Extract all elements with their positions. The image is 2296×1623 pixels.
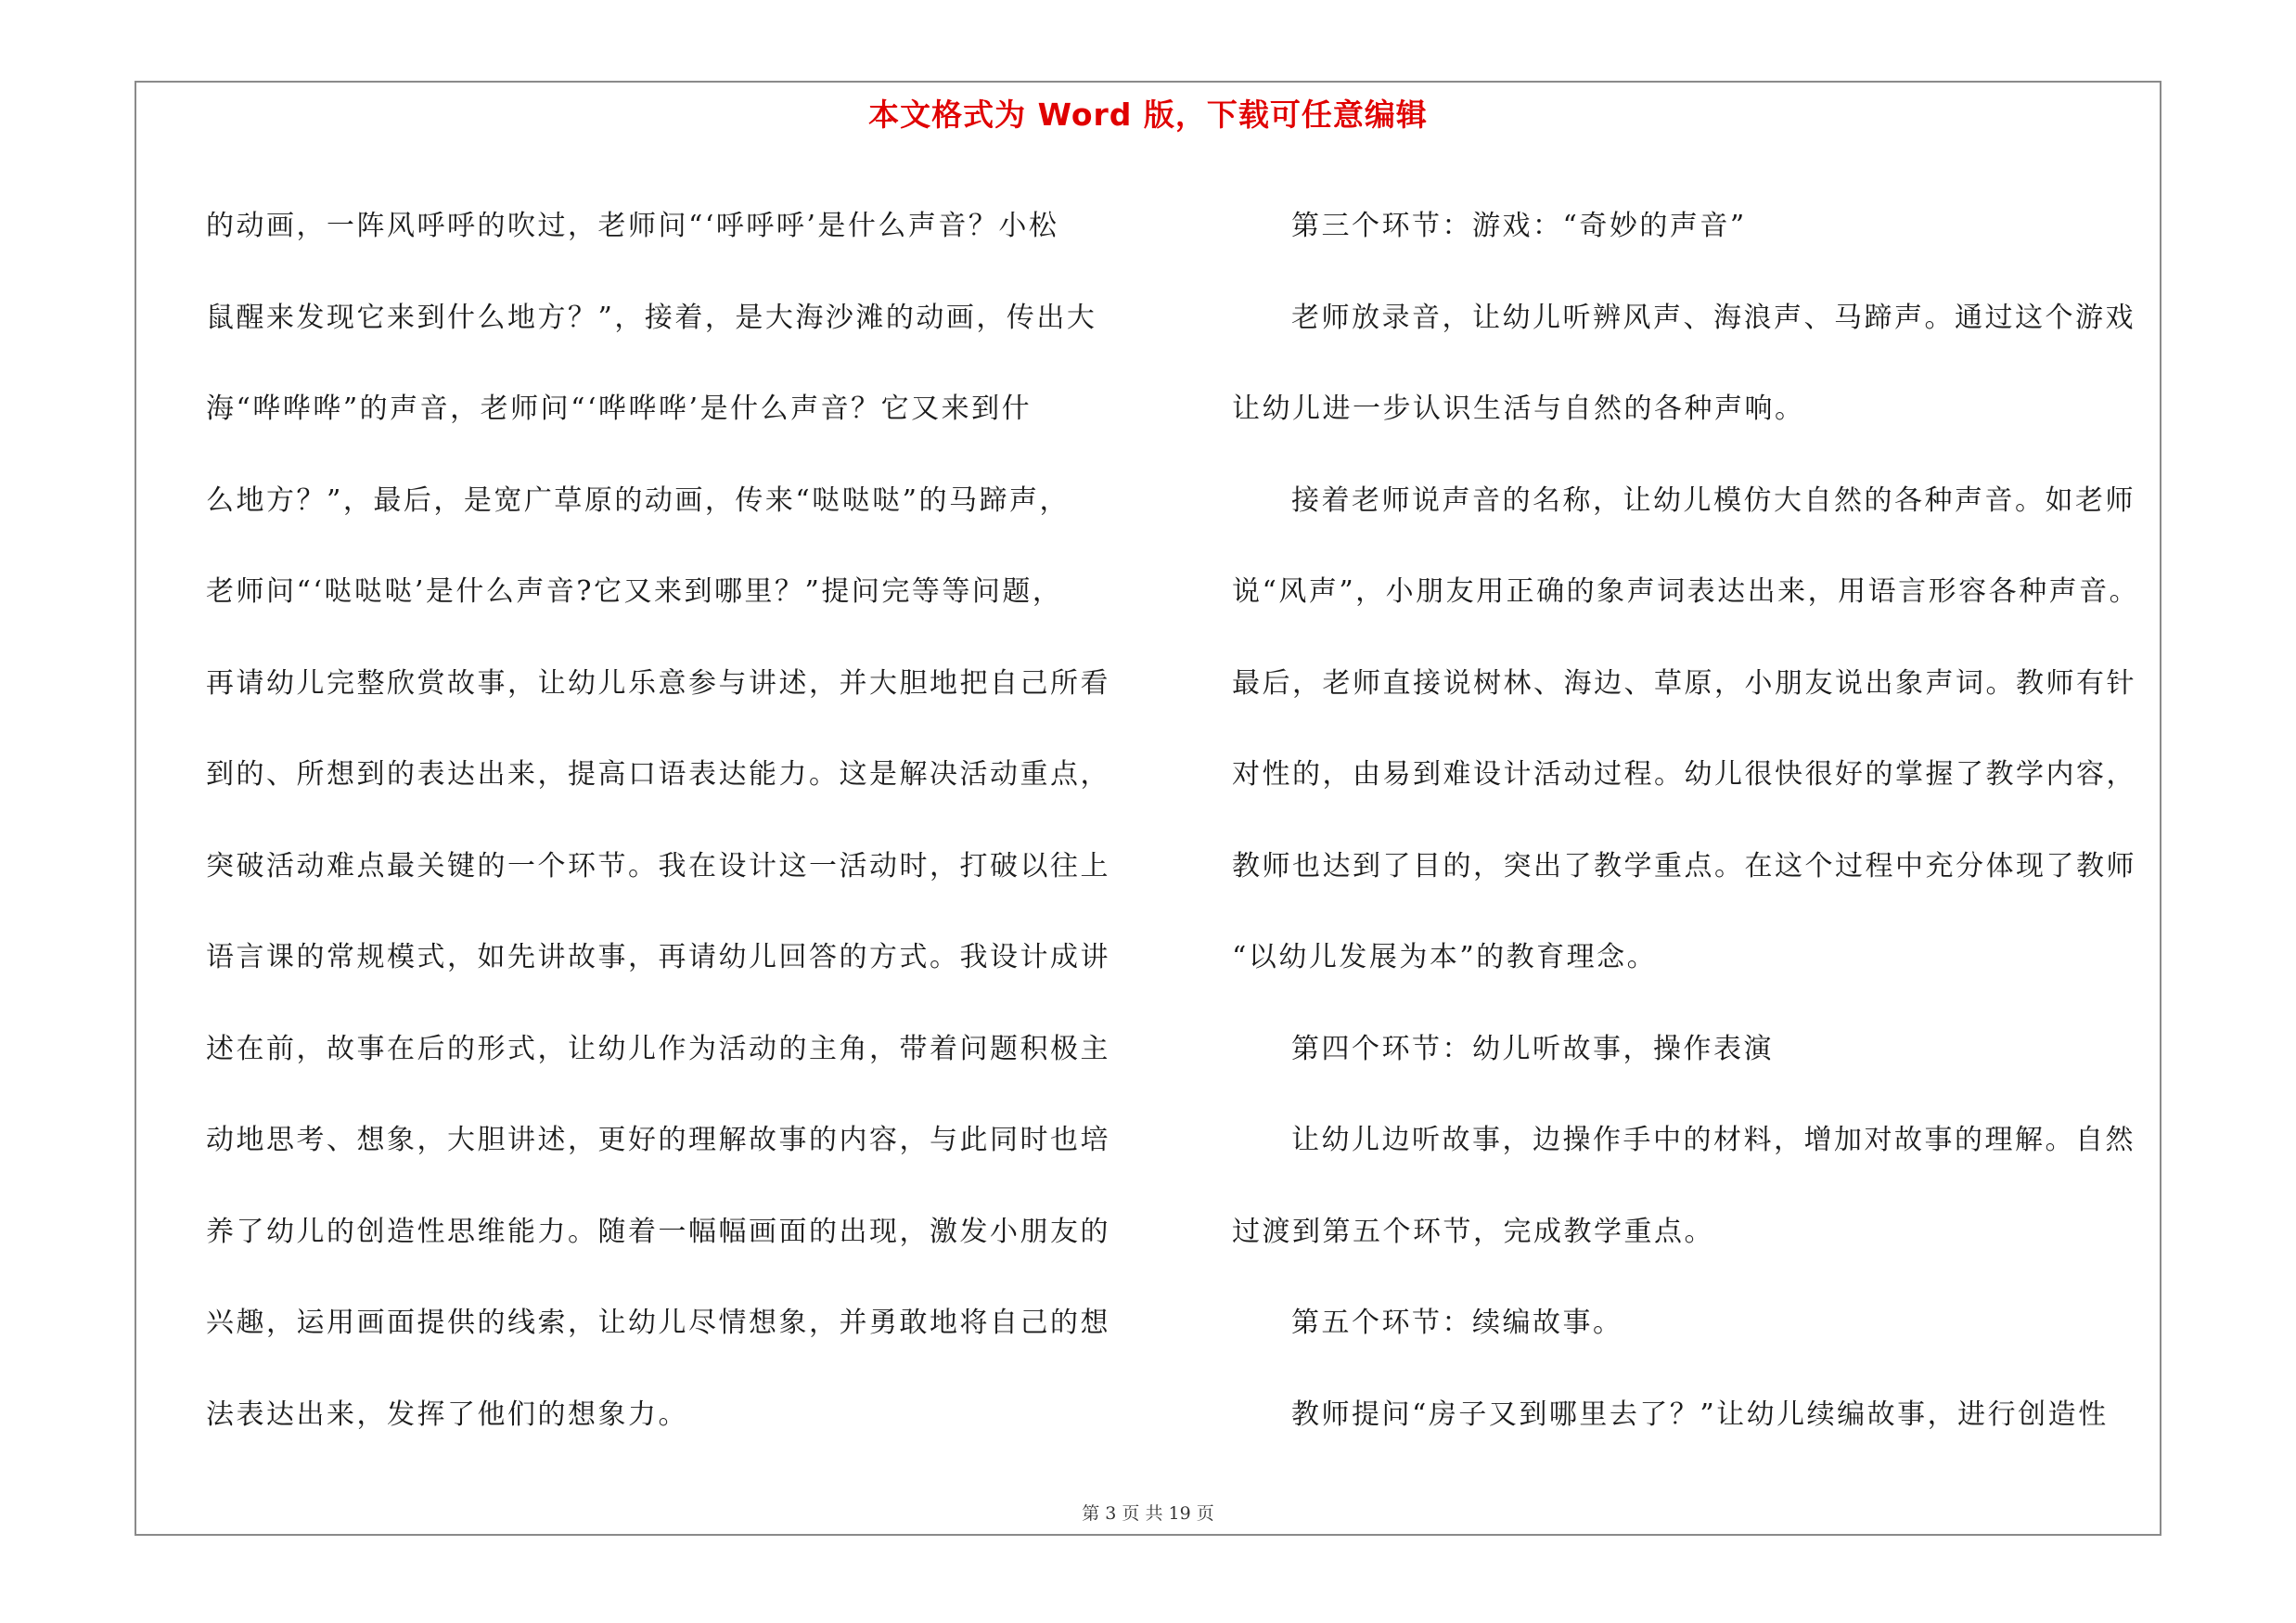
- text-line: 兴趣，运用画面提供的线索，让幼儿尽情想象，并勇敢地将自己的想: [206, 1307, 1110, 1339]
- text-line: 教师提问“房子又到哪里去了？”让幼儿续编故事，进行创造性: [1291, 1398, 2109, 1431]
- text-line: 过渡到第五个环节，完成教学重点。: [1232, 1215, 1714, 1248]
- text-line: “以幼儿发展为本”的教育理念。: [1232, 941, 1658, 973]
- text-line: 语言课的常规模式，如先讲故事，再请幼儿回答的方式。我设计成讲: [206, 941, 1110, 973]
- header-banner: 本文格式为 Word 版，下载可任意编辑: [868, 97, 1428, 133]
- text-line: 让幼儿边听故事，边操作手中的材料，增加对故事的理解。自然: [1291, 1124, 2136, 1156]
- text-line: 法表达出来，发挥了他们的想象力。: [206, 1398, 688, 1431]
- text-line: 让幼儿进一步认识生活与自然的各种声响。: [1232, 393, 1805, 425]
- page-number-footer: 第 3 页 共 19 页: [1082, 1503, 1214, 1524]
- text-line: 海“哗哗哗”的声音，老师问“‘哗哗哗’是什么声音？它又来到什: [206, 393, 1033, 425]
- text-line: 老师放录音，让幼儿听辨风声、海浪声、马蹄声。通过这个游戏: [1291, 301, 2136, 334]
- text-line: 再请幼儿完整欣赏故事，让幼儿乐意参与讲述，并大胆地把自己所看: [206, 666, 1110, 700]
- text-line: 对性的，由易到难设计活动过程。幼儿很快很好的掌握了教学内容，: [1232, 758, 2136, 791]
- section-heading: 第五个环节：续编故事。: [1291, 1307, 1623, 1339]
- section-heading: 第四个环节：幼儿听故事，操作表演: [1291, 1032, 1774, 1065]
- text-line: 养了幼儿的创造性思维能力。随着一幅幅画面的出现，激发小朋友的: [206, 1215, 1110, 1248]
- text-line: 教师也达到了目的，突出了教学重点。在这个过程中充分体现了教师: [1232, 849, 2136, 882]
- text-line: 的动画，一阵风呼呼的吹过，老师问“‘呼呼呼’是什么声音？小松: [206, 210, 1059, 242]
- text-line: 述在前，故事在后的形式，让幼儿作为活动的主角，带着问题积极主: [206, 1032, 1110, 1065]
- right-text-column: [1232, 181, 2158, 1461]
- text-line: 动地思考、想象，大胆讲述，更好的理解故事的内容，与此同时也培: [206, 1124, 1110, 1156]
- text-line: 么地方？”，最后，是宽广草原的动画，传来“哒哒哒”的马蹄声，: [206, 483, 1071, 517]
- left-text-column: [206, 181, 1152, 1461]
- text-line: 突破活动难点最关键的一个环节。我在设计这一活动时，打破以往上: [206, 849, 1110, 882]
- section-heading: 第三个环节：游戏：“奇妙的声音”: [1291, 210, 1747, 242]
- text-line: 鼠醒来发现它来到什么地方？”，接着，是大海沙滩的动画，传出大: [206, 301, 1097, 334]
- text-line: 老师问“‘哒哒哒’是什么声音?它又来到哪里？”提问完等等问题，: [206, 575, 1063, 608]
- text-line: 接着老师说声音的名称，让幼儿模仿大自然的各种声音。如老师: [1291, 483, 2136, 517]
- text-line: 到的、所想到的表达出来，提高口语表达能力。这是解决活动重点，: [206, 758, 1110, 791]
- text-line: 最后，老师直接说树林、海边、草原，小朋友说出象声词。教师有针: [1232, 666, 2136, 700]
- text-line: 说“风声”，小朋友用正确的象声词表达出来，用语言形容各种声音。: [1232, 575, 2140, 608]
